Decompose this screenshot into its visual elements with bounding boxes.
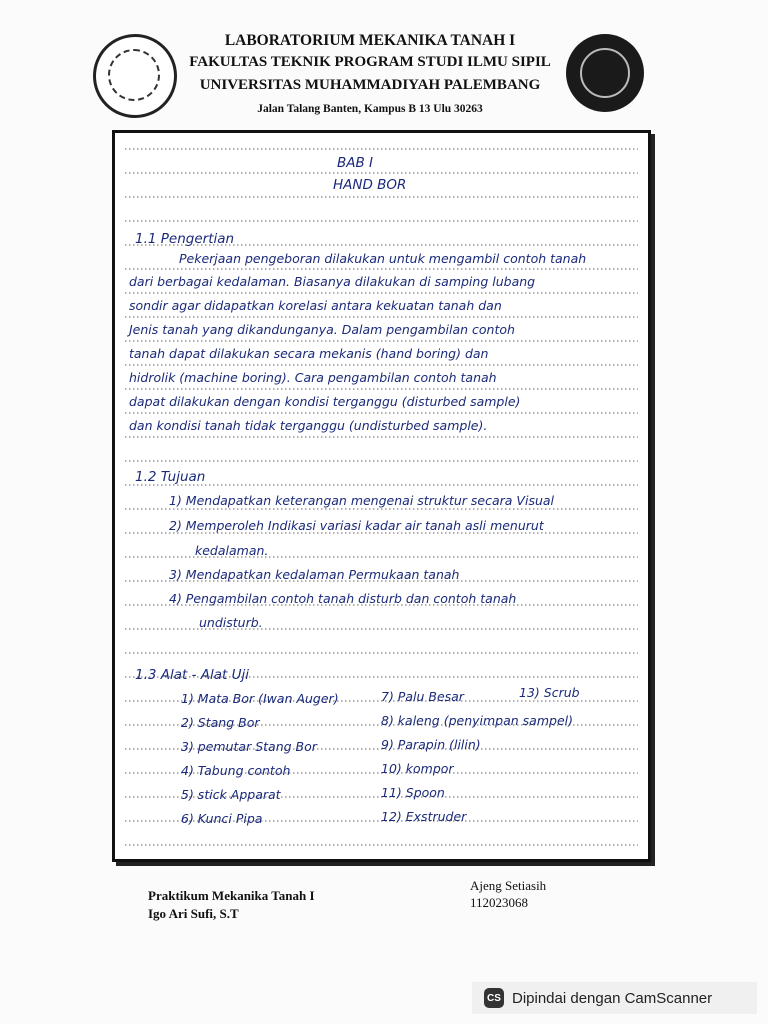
section-heading-tujuan: 1.2 Tujuan [135, 469, 206, 485]
student-id: 112023068 [470, 895, 529, 910]
chapter-label: BAB I [337, 155, 374, 171]
tool-item: 1) Mata Bor (Iwan Auger) [181, 691, 339, 706]
tool-item: 11) Spoon [381, 785, 445, 800]
tool-item: 7) Palu Besar [381, 689, 464, 704]
text-line: sondir agar didapatkan korelasi antara kekuatan tanah dan [129, 298, 502, 313]
text-line: kedalaman. [195, 543, 269, 558]
lecturer-name: Igo Ari Sufi, S.T [148, 906, 239, 921]
tool-item: 12) Exstruder [381, 809, 467, 824]
text-line: Pekerjaan pengeboran dilakukan untuk mengambil contoh tanah [179, 251, 587, 266]
text-line: Jenis tanah yang dikandunganya. Dalam pengambilan contoh [129, 322, 515, 337]
section-heading-alat: 1.3 Alat - Alat Uji [135, 667, 249, 683]
university-seal-icon [566, 34, 644, 112]
camscanner-icon: CS [484, 988, 504, 1008]
tool-item: 3) pemutar Stang Bor [181, 739, 317, 754]
camscanner-text: Dipindai dengan CamScanner [512, 989, 713, 1007]
tool-item: 10) kompor [381, 761, 454, 776]
course-name: Praktikum Mekanika Tanah I [148, 888, 315, 903]
text-line: tanah dapat dilakukan secara mekanis (hand boring) dan [129, 346, 489, 361]
tool-item: 6) Kunci Pipa [181, 811, 263, 826]
text-line: undisturb. [199, 615, 263, 630]
text-line: 3) Mendapatkan kedalaman Permukaan tanah [169, 567, 460, 582]
student-name: Ajeng Setiasih [470, 878, 547, 893]
faculty-title: FAKULTAS TEKNIK PROGRAM STUDI ILMU SIPIL [189, 54, 551, 70]
address-line: Jalan Talang Banten, Kampus B 13 Ulu 30263 [257, 103, 483, 115]
tool-item: 5) stick Apparat [181, 787, 281, 802]
university-title: UNIVERSITAS MUHAMMADIYAH PALEMBANG [199, 77, 541, 93]
faculty-seal-icon [93, 34, 177, 118]
text-line: dapat dilakukan dengan kondisi terganggu (disturbed sample) [129, 394, 521, 409]
lab-title: LABORATORIUM MEKANIKA TANAH I [224, 32, 516, 49]
text-line: 4) Pengambilan contoh tanah disturb dan contoh tanah [169, 591, 517, 606]
section-heading-pengertian: 1.1 Pengertian [135, 231, 235, 247]
tool-item: 9) Parapin (lilin) [381, 737, 481, 752]
tool-item: 13) Scrub [519, 685, 580, 700]
text-line: dan kondisi tanah tidak terganggu (undisturbed sample). [129, 418, 488, 433]
tool-item: 8) kaleng (penyimpan sampel) [381, 713, 573, 728]
tool-item: 4) Tabung contoh [181, 763, 291, 778]
text-line: 2) Memperoleh Indikasi variasi kadar air tanah asli menurut [169, 518, 544, 533]
text-line: dari berbagai kedalaman. Biasanya dilakukan di samping lubang [129, 274, 536, 289]
chapter-title: HAND BOR [333, 177, 407, 193]
ruled-page [112, 130, 651, 862]
text-line: hidrolik (machine boring). Cara pengambilan contoh tanah [129, 370, 497, 385]
text-line: 1) Mendapatkan keterangan mengenai struktur secara Visual [169, 493, 555, 508]
tool-item: 2) Stang Bor [181, 715, 260, 730]
camscanner-watermark [472, 982, 757, 1014]
